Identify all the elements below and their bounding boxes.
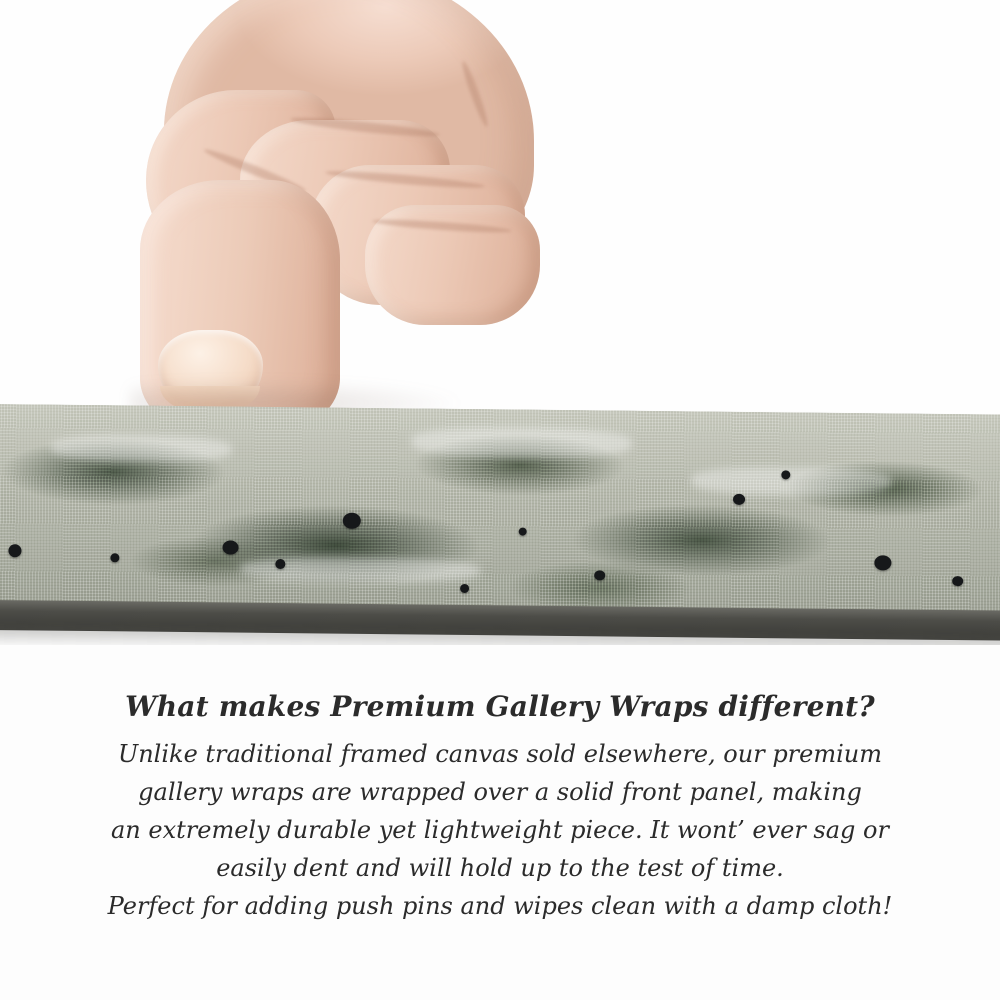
canvas-speck	[460, 584, 469, 593]
canvas-speck	[594, 570, 605, 580]
canvas-highlight	[691, 466, 891, 496]
canvas-speck	[343, 513, 361, 529]
caption-heading: What makes Premium Gallery Wraps different?	[125, 690, 875, 723]
canvas-speck	[952, 576, 963, 586]
canvas-speck	[275, 559, 285, 569]
caption-line-2: gallery wraps are wrapped over a solid front panel, making	[138, 778, 862, 806]
canvas-speck	[733, 494, 745, 505]
canvas-highlight	[51, 435, 231, 463]
hand-illustration	[140, 0, 560, 430]
canvas-highlight	[411, 426, 631, 458]
caption-line-4: easily dent and will hold up to the test of time.	[216, 854, 784, 882]
canvas-speck	[781, 470, 790, 479]
caption-line-1: Unlike traditional framed canvas sold elsewhere, our premium	[117, 740, 882, 768]
canvas-speck	[874, 555, 891, 570]
canvas-speck	[222, 540, 238, 554]
caption-block	[0, 690, 1000, 925]
canvas-speck	[8, 544, 21, 557]
canvas-speck	[519, 528, 527, 536]
caption-line-3: an extremely durable yet lightweight piece. It wont’ ever sag or	[111, 816, 889, 844]
caption-line-5: Perfect for adding push pins and wipes clean with a damp cloth!	[107, 892, 893, 920]
canvas-speck	[110, 553, 119, 562]
